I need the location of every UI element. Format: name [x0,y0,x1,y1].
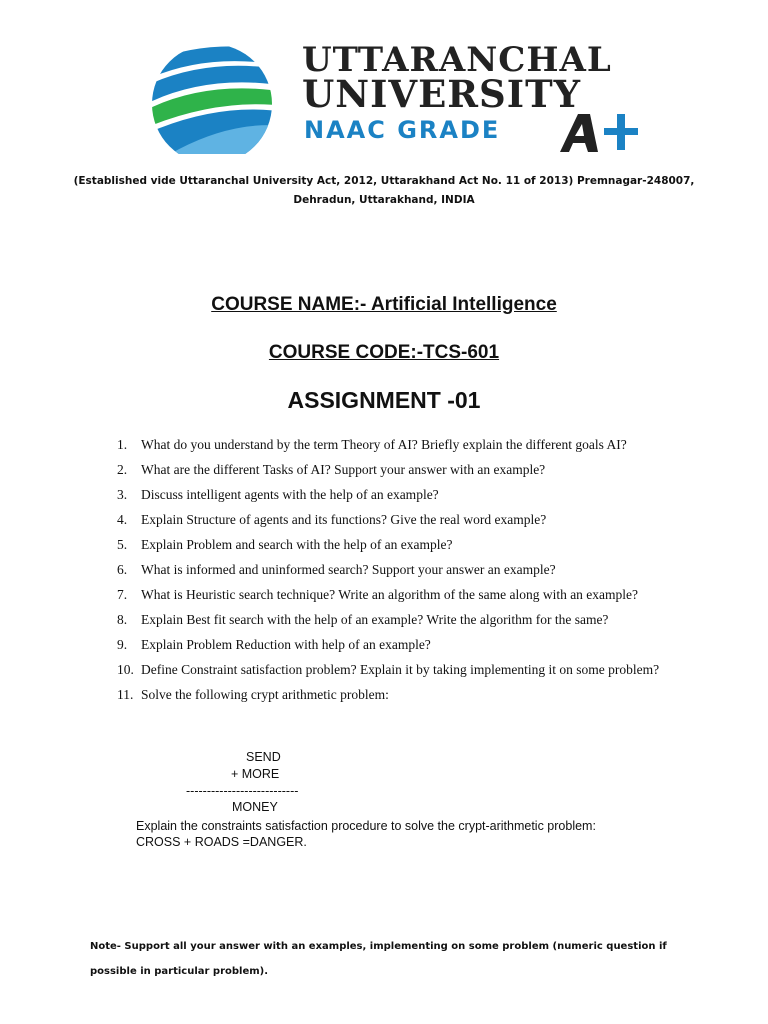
question-item [117,532,687,557]
question-text: Explain Problem and search with the help of an example? [141,537,453,552]
question-number: 1. [117,437,128,452]
logo-text-uttaranchal: UTTARANCHAL [302,40,612,80]
question-item [117,682,687,707]
question-text: Define Constraint satisfaction problem? Explain it by taking implementing it on some problem? [141,662,660,677]
question-number: 2. [117,462,128,477]
question-item [117,582,687,607]
question-text: Explain Structure of agents and its functions? Give the real word example? [141,512,547,527]
establishment-line-1: (Established vide Uttaranchal University Act, 2012, Uttarakhand Act No. 11 of 2013) Premnagar-248007, [73,175,695,187]
assignment-note: Note- Support all your answer with an examples, implementing on some problem (numeric question if possible in particular problem). [90,941,667,977]
question-text: What is Heuristic search technique? Write an algorithm of the same along with an example? [141,587,639,602]
question-item [117,482,687,507]
question-text: Explain Problem Reduction with help of an example? [141,637,431,652]
question-item [117,657,687,682]
question-text: Solve the following crypt arithmetic problem: [141,687,389,702]
crypt-explain-line-2: CROSS + ROADS =DANGER. [136,835,307,849]
course-code-heading: COURSE CODE:-TCS-601 [268,342,500,363]
crypt-send: SEND [246,750,281,764]
university-logo-emblem-icon [150,42,286,154]
question-item [117,507,687,532]
question-number: 9. [117,637,128,652]
question-number: 8. [117,612,128,627]
question-item [117,457,687,482]
crypt-divider: --------------------------- [186,784,299,798]
crypt-explain-text [136,818,596,850]
logo-text-naac-grade: NAAC GRADE [304,116,501,144]
question-number: 7. [117,587,128,602]
logo-text-university: UNIVERSITY [302,72,582,116]
establishment-info [0,172,768,210]
a-plus-grade-icon [556,110,640,154]
question-number: 6. [117,562,128,577]
question-number: 4. [117,512,128,527]
question-item [117,557,687,582]
course-name-heading: COURSE NAME:- Artificial Intelligence [211,294,557,315]
question-text: Discuss intelligent agents with the help of an example? [141,487,439,502]
question-item [117,432,687,457]
crypt-explain-line-1: Explain the constraints satisfaction procedure to solve the crypt-arithmetic problem: [136,819,596,833]
question-text: What are the different Tasks of AI? Support your answer with an example? [141,462,546,477]
crypt-more: + MORE [231,767,280,781]
question-text: What is informed and uninformed search? Support your answer an example? [141,562,556,577]
question-number: 10. [117,662,134,677]
question-number: 5. [117,537,128,552]
establishment-line-2: Dehradun, Uttarakhand, INDIA [293,194,475,206]
question-text: Explain Best fit search with the help of an example? Write the algorithm for the same? [141,612,609,627]
assignment-title: ASSIGNMENT -01 [287,387,481,413]
question-number: 3. [117,487,128,502]
question-item [117,607,687,632]
question-item [117,632,687,657]
question-text: What do you understand by the term Theory of AI? Briefly explain the different goals AI? [141,437,627,452]
question-list [117,432,687,707]
question-number: 11. [117,687,134,702]
crypt-money: MONEY [232,800,278,814]
